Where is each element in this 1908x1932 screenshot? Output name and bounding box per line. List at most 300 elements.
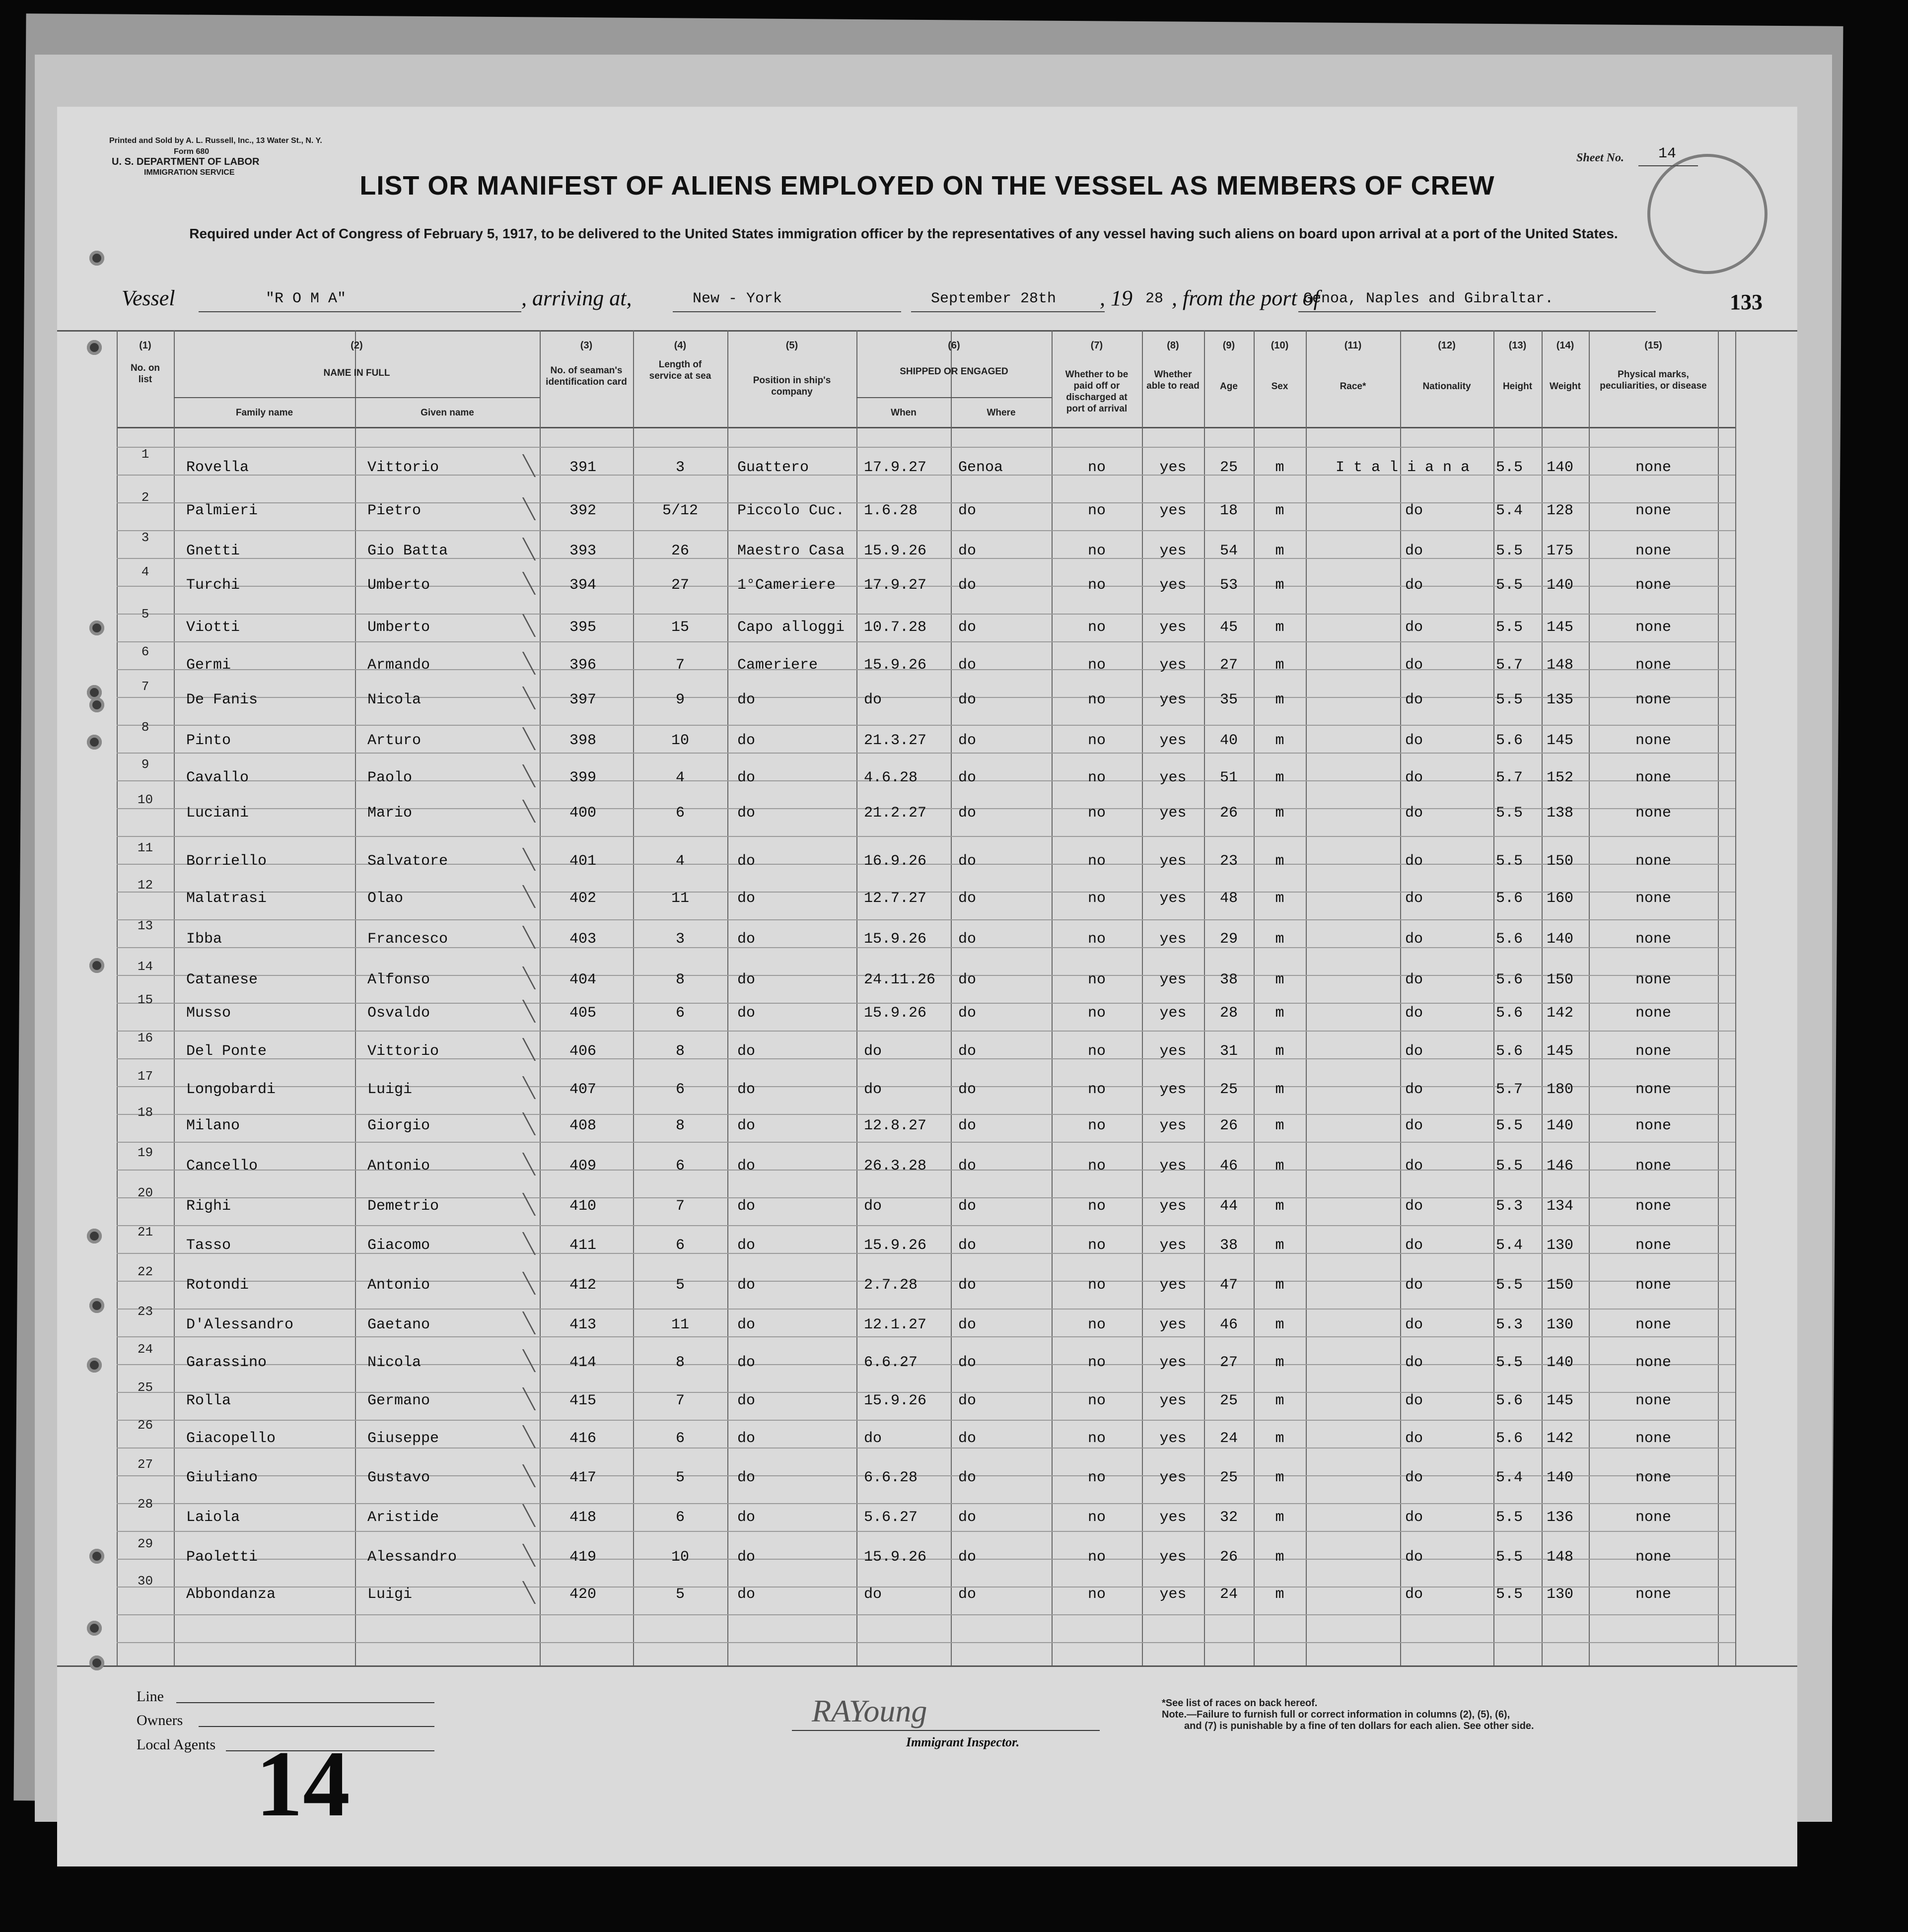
form-number: Form 680 — [174, 147, 210, 156]
shipped-where-cell: do — [958, 732, 977, 749]
able-to-read-cell: yes — [1159, 1081, 1187, 1098]
nationality-cell: do — [1405, 931, 1423, 948]
row-number: 1 — [141, 447, 149, 462]
check-mark — [511, 1387, 536, 1410]
ruled-line — [117, 447, 1735, 448]
given-name-cell: Pietro — [367, 502, 422, 519]
able-to-read-cell: yes — [1159, 1117, 1187, 1134]
paid-off-cell: no — [1087, 1277, 1106, 1294]
age-cell: 46 — [1219, 1316, 1238, 1333]
column-number: (14) — [1556, 340, 1574, 351]
shipped-where-cell: do — [958, 1392, 977, 1409]
arriving-label: , arriving at, — [521, 286, 632, 310]
ruled-line — [117, 502, 1735, 503]
service-length-cell: 6 — [675, 1158, 685, 1174]
check-mark — [511, 966, 536, 989]
nationality-cell: do — [1405, 971, 1423, 988]
given-name-cell: Nicola — [367, 1354, 422, 1371]
able-to-read-cell: yes — [1159, 657, 1187, 674]
header-given-name: Given name — [421, 408, 474, 418]
footer-agents-label: Local Agents — [137, 1736, 216, 1753]
family-name-cell: Borriello — [186, 853, 267, 870]
weight-cell: 145 — [1547, 1392, 1574, 1409]
position-cell: do — [737, 1549, 756, 1566]
row-number: 19 — [137, 1145, 153, 1160]
weight-cell: 145 — [1547, 619, 1574, 636]
age-cell: 29 — [1219, 931, 1238, 948]
service-length-cell: 8 — [675, 1117, 685, 1134]
paid-off-cell: no — [1087, 577, 1106, 594]
card-number-cell: 405 — [569, 1005, 597, 1022]
paid-off-cell: no — [1087, 853, 1106, 870]
age-cell: 31 — [1219, 1043, 1238, 1060]
weight-cell: 148 — [1547, 657, 1574, 674]
nationality-cell: do — [1405, 732, 1423, 749]
check-mark — [511, 1112, 536, 1135]
card-number-cell: 403 — [569, 931, 597, 948]
vessel-label: Vessel — [122, 286, 175, 310]
paid-off-cell: no — [1087, 1043, 1106, 1060]
family-name-cell: Rolla — [186, 1392, 231, 1409]
physical-marks-cell: none — [1635, 732, 1671, 749]
service-length-cell: 26 — [671, 543, 689, 559]
nationality-cell: do — [1405, 1586, 1423, 1603]
check-mark — [511, 614, 536, 637]
given-name-cell: Arturo — [367, 732, 422, 749]
physical-marks-cell: none — [1635, 1549, 1671, 1566]
service-length-cell: 6 — [675, 1509, 685, 1526]
column-number: (1) — [139, 340, 151, 351]
weight-cell: 150 — [1547, 1277, 1574, 1294]
height-cell: 5.4 — [1496, 1237, 1523, 1254]
service-length-cell: 3 — [675, 931, 685, 948]
paid-off-cell: no — [1087, 1198, 1106, 1215]
ruled-line — [117, 1614, 1735, 1615]
card-number-cell: 416 — [569, 1430, 597, 1447]
sex-cell: m — [1275, 1237, 1284, 1254]
weight-cell: 140 — [1547, 931, 1574, 948]
given-name-cell: Mario — [367, 805, 413, 822]
family-name-cell: Palmieri — [186, 502, 258, 519]
service-length-cell: 5/12 — [662, 502, 698, 519]
given-name-cell: Vittorio — [367, 1043, 439, 1060]
shipped-when-cell: 17.9.27 — [864, 577, 927, 594]
service-length-cell: 11 — [671, 890, 689, 907]
sex-cell: m — [1275, 1509, 1284, 1526]
able-to-read-cell: yes — [1159, 543, 1187, 559]
position-cell: do — [737, 1430, 756, 1447]
height-cell: 5.3 — [1496, 1316, 1523, 1333]
punch-hole — [87, 340, 102, 355]
column-number: (9) — [1222, 340, 1235, 351]
row-number: 24 — [137, 1342, 153, 1357]
position-cell: do — [737, 1043, 756, 1060]
age-cell: 32 — [1219, 1509, 1238, 1526]
service-length-cell: 5 — [675, 1469, 685, 1486]
height-cell: 5.5 — [1496, 1549, 1523, 1566]
nationality-cell: do — [1405, 1237, 1423, 1254]
year-prefix: , 19 — [1100, 286, 1132, 310]
height-cell: 5.6 — [1496, 1005, 1523, 1022]
able-to-read-cell: yes — [1159, 732, 1187, 749]
able-to-read-cell: yes — [1159, 931, 1187, 948]
given-name-cell: Giorgio — [367, 1117, 430, 1134]
able-to-read-cell: yes — [1159, 1392, 1187, 1409]
shipped-when-cell: 10.7.28 — [864, 619, 927, 636]
sex-cell: m — [1275, 853, 1284, 870]
nationality-cell: do — [1405, 657, 1423, 674]
physical-marks-cell: none — [1635, 1198, 1671, 1215]
position-cell: do — [737, 1005, 756, 1022]
able-to-read-cell: yes — [1159, 1430, 1187, 1447]
sex-cell: m — [1275, 1586, 1284, 1603]
sex-cell: m — [1275, 1354, 1284, 1371]
given-name-cell: Giuseppe — [367, 1430, 439, 1447]
shipped-when-cell: 12.8.27 — [864, 1117, 927, 1134]
header-race: Race* — [1340, 381, 1366, 392]
able-to-read-cell: yes — [1159, 805, 1187, 822]
card-number-cell: 394 — [569, 577, 597, 594]
sex-cell: m — [1275, 1430, 1284, 1447]
age-cell: 27 — [1219, 657, 1238, 674]
card-number-cell: 413 — [569, 1316, 597, 1333]
position-cell: do — [737, 1509, 756, 1526]
row-number: 8 — [141, 720, 149, 735]
shipped-where-cell: do — [958, 1430, 977, 1447]
service-length-cell: 8 — [675, 971, 685, 988]
big-sheet-number: 14 — [256, 1732, 350, 1836]
port-label: , from the port of — [1172, 286, 1320, 310]
service-length-cell: 6 — [675, 1237, 685, 1254]
manifest-sheet — [57, 107, 1797, 1866]
header-height: Height — [1502, 381, 1533, 392]
physical-marks-cell: none — [1635, 971, 1671, 988]
service-length-cell: 6 — [675, 1005, 685, 1022]
nationality-cell: do — [1405, 1316, 1423, 1333]
header-where: Where — [987, 408, 1016, 418]
ruled-line — [117, 780, 1735, 781]
height-cell: 5.6 — [1496, 732, 1523, 749]
shipped-where-cell: do — [958, 853, 977, 870]
ruled-line — [117, 614, 1735, 615]
sex-cell: m — [1275, 1549, 1284, 1566]
shipped-where-cell: do — [958, 1043, 977, 1060]
physical-marks-cell: none — [1635, 853, 1671, 870]
height-cell: 5.5 — [1496, 1586, 1523, 1603]
physical-marks-cell: none — [1635, 1392, 1671, 1409]
punch-hole — [89, 1656, 104, 1670]
given-name-cell: Nicola — [367, 691, 422, 708]
check-mark — [511, 1193, 536, 1216]
shipped-when-cell: 24.11.26 — [864, 971, 936, 988]
age-cell: 38 — [1219, 971, 1238, 988]
row-number: 13 — [137, 918, 153, 933]
row-number: 27 — [137, 1457, 153, 1472]
able-to-read-cell: yes — [1159, 619, 1187, 636]
weight-cell: 145 — [1547, 1043, 1574, 1060]
card-number-cell: 391 — [569, 459, 597, 476]
check-mark — [511, 1311, 536, 1334]
position-cell: Cameriere — [737, 657, 818, 674]
sex-cell: m — [1275, 1316, 1284, 1333]
family-name-cell: Gnetti — [186, 543, 240, 559]
shipped-where-cell: do — [958, 1469, 977, 1486]
physical-marks-cell: none — [1635, 1158, 1671, 1174]
family-name-cell: Garassino — [186, 1354, 267, 1371]
able-to-read-cell: yes — [1159, 971, 1187, 988]
paid-off-cell: no — [1087, 459, 1106, 476]
weight-cell: 140 — [1547, 459, 1574, 476]
card-number-cell: 420 — [569, 1586, 597, 1603]
age-cell: 24 — [1219, 1430, 1238, 1447]
paid-off-cell: no — [1087, 769, 1106, 786]
age-cell: 25 — [1219, 1392, 1238, 1409]
ruled-line — [117, 697, 1735, 698]
shipped-when-cell: do — [864, 1198, 882, 1215]
family-name-cell: Laiola — [186, 1509, 240, 1526]
row-number: 3 — [141, 530, 149, 545]
height-cell: 5.6 — [1496, 890, 1523, 907]
height-cell: 5.5 — [1496, 543, 1523, 559]
weight-cell: 128 — [1547, 502, 1574, 519]
row-number: 15 — [137, 992, 153, 1007]
service-length-cell: 8 — [675, 1043, 685, 1060]
punch-hole — [89, 958, 104, 973]
age-cell: 44 — [1219, 1198, 1238, 1215]
family-name-cell: Ibba — [186, 931, 222, 948]
physical-marks-cell: none — [1635, 1430, 1671, 1447]
family-name-cell: Viotti — [186, 619, 240, 636]
document-title: LIST OR MANIFEST OF ALIENS EMPLOYED ON THE VESSEL AS MEMBERS OF CREW — [359, 171, 1495, 201]
shipped-where-cell: do — [958, 1549, 977, 1566]
age-cell: 45 — [1219, 619, 1238, 636]
paid-off-cell: no — [1087, 1117, 1106, 1134]
column-number: (15) — [1644, 340, 1662, 351]
given-name-cell: Paolo — [367, 769, 413, 786]
sex-cell: m — [1275, 971, 1284, 988]
nationality-cell: do — [1405, 805, 1423, 822]
physical-marks-cell: none — [1635, 1469, 1671, 1486]
card-number-cell: 400 — [569, 805, 597, 822]
family-name-cell: D'Alessandro — [186, 1316, 294, 1333]
ruled-line — [117, 1531, 1735, 1532]
shipped-where-cell: do — [958, 931, 977, 948]
nationality-cell: do — [1405, 1043, 1423, 1060]
check-mark — [511, 1272, 536, 1295]
header-name-in-full: NAME IN FULL — [323, 368, 390, 378]
punch-hole — [89, 697, 104, 712]
given-name-cell: Alfonso — [367, 971, 430, 988]
sex-cell: m — [1275, 619, 1284, 636]
card-number-cell: 399 — [569, 769, 597, 786]
shipped-where-cell: do — [958, 890, 977, 907]
given-name-cell: Olao — [367, 890, 404, 907]
document-subtitle: Required under Act of Congress of February 5, 1917, to be delivered to the United States immigration officer by the representatives of any vessel having such aliens on board upon arrival at a port of the United States. — [189, 226, 1618, 241]
shipped-when-cell: do — [864, 1043, 882, 1060]
departure-ports: Genoa, Naples and Gibraltar. — [1303, 290, 1554, 307]
shipped-when-cell: do — [864, 1081, 882, 1098]
physical-marks-cell: none — [1635, 1316, 1671, 1333]
ruled-line — [117, 641, 1735, 642]
weight-cell: 175 — [1547, 543, 1574, 559]
physical-marks-cell: none — [1635, 459, 1671, 476]
sex-cell: m — [1275, 1158, 1284, 1174]
sex-cell: m — [1275, 1469, 1284, 1486]
age-cell: 51 — [1219, 769, 1238, 786]
check-mark — [511, 687, 536, 709]
punch-hole — [89, 1298, 104, 1313]
sex-cell: m — [1275, 459, 1284, 476]
nationality-cell: do — [1405, 890, 1423, 907]
able-to-read-cell: yes — [1159, 1277, 1187, 1294]
family-name-cell: Giuliano — [186, 1469, 258, 1486]
paid-off-cell: no — [1087, 1005, 1106, 1022]
given-name-cell: Francesco — [367, 931, 448, 948]
nationality-cell: do — [1405, 1158, 1423, 1174]
paid-off-cell: no — [1087, 1549, 1106, 1566]
check-mark — [511, 1038, 536, 1061]
shipped-where-cell: do — [958, 1354, 977, 1371]
position-cell: do — [737, 1392, 756, 1409]
physical-marks-cell: none — [1635, 543, 1671, 559]
punch-hole — [87, 735, 102, 750]
paid-off-cell: no — [1087, 1469, 1106, 1486]
ruled-line — [117, 919, 1735, 920]
service-length-cell: 8 — [675, 1354, 685, 1371]
shipped-when-cell: do — [864, 691, 882, 708]
row-number: 18 — [137, 1105, 153, 1120]
position-cell: do — [737, 1316, 756, 1333]
row-number: 28 — [137, 1497, 153, 1512]
service-length-cell: 5 — [675, 1277, 685, 1294]
paid-off-cell: no — [1087, 1430, 1106, 1447]
age-cell: 38 — [1219, 1237, 1238, 1254]
service-length-cell: 7 — [675, 1198, 685, 1215]
family-name-cell: Cavallo — [186, 769, 249, 786]
able-to-read-cell: yes — [1159, 577, 1187, 594]
row-number: 16 — [137, 1031, 153, 1045]
weight-cell: 142 — [1547, 1430, 1574, 1447]
inspector-underline — [792, 1730, 1100, 1731]
shipped-where-cell: do — [958, 1277, 977, 1294]
check-mark — [511, 764, 536, 787]
physical-marks-cell: none — [1635, 931, 1671, 948]
service-length-cell: 3 — [675, 459, 685, 476]
paid-off-cell: no — [1087, 1392, 1106, 1409]
check-mark — [511, 1076, 536, 1099]
column-rule — [1735, 330, 1736, 1665]
shipped-when-cell: 15.9.26 — [864, 1005, 927, 1022]
height-cell: 5.6 — [1496, 1043, 1523, 1060]
age-cell: 25 — [1219, 1081, 1238, 1098]
family-name-cell: Musso — [186, 1005, 231, 1022]
row-number: 11 — [137, 840, 153, 855]
ruled-line — [117, 1003, 1735, 1004]
shipped-where-cell: do — [958, 1237, 977, 1254]
family-name-cell: Germi — [186, 657, 231, 674]
header-no-on-list: No. on list — [130, 363, 160, 385]
sex-cell: m — [1275, 931, 1284, 948]
age-cell: 46 — [1219, 1158, 1238, 1174]
given-name-cell: Vittorio — [367, 459, 439, 476]
nationality-cell: do — [1405, 1430, 1423, 1447]
header-shipped-engaged: SHIPPED OR ENGAGED — [900, 366, 1008, 377]
vessel-name: "R O M A" — [266, 290, 347, 307]
weight-cell: 150 — [1547, 853, 1574, 870]
position-cell: do — [737, 1158, 756, 1174]
nationality-cell: do — [1405, 1117, 1423, 1134]
ruled-line — [117, 1420, 1735, 1421]
sex-cell: m — [1275, 1005, 1284, 1022]
shipped-where-cell: do — [958, 691, 977, 708]
weight-cell: 134 — [1547, 1198, 1574, 1215]
check-mark — [511, 1581, 536, 1604]
column-number: (3) — [580, 340, 593, 351]
weight-cell: 180 — [1547, 1081, 1574, 1098]
physical-marks-cell: none — [1635, 691, 1671, 708]
given-name-cell: Osvaldo — [367, 1005, 430, 1022]
header-seaman-card: No. of seaman's identification card — [546, 365, 627, 387]
check-mark — [511, 538, 536, 560]
weight-cell: 145 — [1547, 732, 1574, 749]
family-name-cell: Del Ponte — [186, 1043, 267, 1060]
service-length-cell: 7 — [675, 657, 685, 674]
physical-marks-cell: none — [1635, 1005, 1671, 1022]
shipped-where-cell: do — [958, 1117, 977, 1134]
service-length-cell: 4 — [675, 769, 685, 786]
height-cell: 5.3 — [1496, 1198, 1523, 1215]
position-cell: do — [737, 1081, 756, 1098]
height-cell: 5.5 — [1496, 459, 1523, 476]
row-number: 30 — [137, 1574, 153, 1588]
paid-off-cell: no — [1087, 543, 1106, 559]
given-name-cell: Luigi — [367, 1586, 413, 1603]
position-cell: do — [737, 1198, 756, 1215]
physical-marks-cell: none — [1635, 1509, 1671, 1526]
height-cell: 5.5 — [1496, 805, 1523, 822]
age-cell: 47 — [1219, 1277, 1238, 1294]
paid-off-cell: no — [1087, 971, 1106, 988]
height-cell: 5.6 — [1496, 971, 1523, 988]
sex-cell: m — [1275, 691, 1284, 708]
height-cell: 5.7 — [1496, 769, 1523, 786]
punch-hole — [89, 1549, 104, 1564]
shipped-when-cell: 15.9.26 — [864, 1237, 927, 1254]
row-number: 2 — [141, 490, 149, 505]
header-able-read: Whether able to read — [1146, 369, 1200, 391]
height-cell: 5.5 — [1496, 1354, 1523, 1371]
shipped-where-cell: do — [958, 577, 977, 594]
shipped-when-cell: 6.6.28 — [864, 1469, 918, 1486]
card-number-cell: 419 — [569, 1549, 597, 1566]
sex-cell: m — [1275, 502, 1284, 519]
header-weight: Weight — [1550, 381, 1581, 392]
check-mark — [511, 497, 536, 520]
sex-cell: m — [1275, 1198, 1284, 1215]
ruled-line — [117, 1475, 1735, 1476]
shipped-where-cell: do — [958, 502, 977, 519]
position-cell: do — [737, 805, 756, 822]
weight-cell: 130 — [1547, 1316, 1574, 1333]
able-to-read-cell: yes — [1159, 1158, 1187, 1174]
shipped-when-cell: 15.9.26 — [864, 1549, 927, 1566]
column-number: (8) — [1167, 340, 1179, 351]
able-to-read-cell: yes — [1159, 1043, 1187, 1060]
weight-cell: 136 — [1547, 1509, 1574, 1526]
age-cell: 26 — [1219, 1117, 1238, 1134]
card-number-cell: 395 — [569, 619, 597, 636]
nationality-cell: do — [1405, 543, 1423, 559]
